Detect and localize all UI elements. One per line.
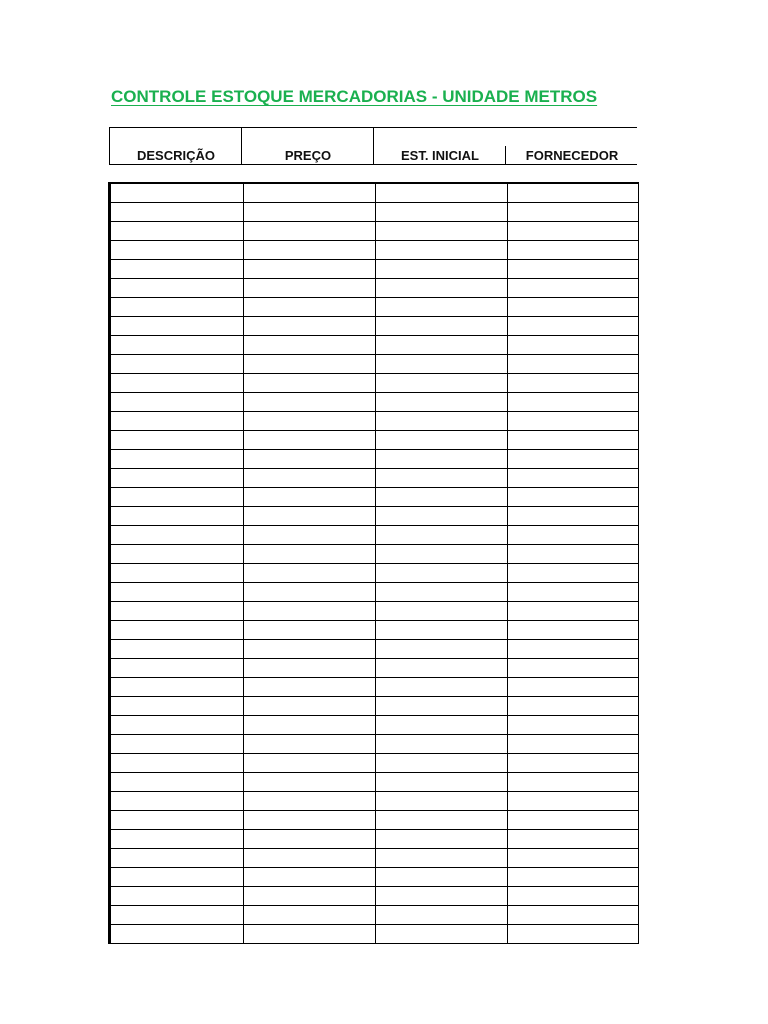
table-cell[interactable] [244, 488, 376, 507]
table-cell[interactable] [244, 887, 376, 906]
table-cell[interactable] [244, 183, 376, 203]
table-cell[interactable] [376, 716, 508, 735]
table-cell[interactable] [508, 564, 639, 583]
table-row [110, 374, 639, 393]
table-cell[interactable] [244, 602, 376, 621]
table-cell[interactable] [244, 374, 376, 393]
table-row [110, 393, 639, 412]
table-cell[interactable] [244, 317, 376, 336]
table-cell[interactable] [110, 621, 244, 640]
table-cell[interactable] [508, 412, 639, 431]
table-cell[interactable] [110, 393, 244, 412]
table-cell[interactable] [376, 678, 508, 697]
table-cell[interactable] [376, 887, 508, 906]
table-cell[interactable] [110, 336, 244, 355]
stock-table [108, 182, 639, 944]
table-cell[interactable] [244, 773, 376, 792]
table-cell[interactable] [244, 925, 376, 944]
table-cell[interactable] [376, 431, 508, 450]
table-row [110, 431, 639, 450]
table-cell[interactable] [508, 621, 639, 640]
table-cell[interactable] [244, 868, 376, 887]
table-cell[interactable] [508, 469, 639, 488]
table-cell[interactable] [508, 640, 639, 659]
table-cell[interactable] [110, 906, 244, 925]
table-row [110, 697, 639, 716]
table-cell[interactable] [244, 564, 376, 583]
table-cell[interactable] [110, 355, 244, 374]
table-cell[interactable] [376, 526, 508, 545]
table-cell[interactable] [110, 545, 244, 564]
table-cell[interactable] [244, 469, 376, 488]
table-row [110, 317, 639, 336]
table-cell[interactable] [376, 640, 508, 659]
table-cell[interactable] [244, 431, 376, 450]
table-row [110, 868, 639, 887]
table-cell[interactable] [244, 659, 376, 678]
table-cell[interactable] [110, 469, 244, 488]
table-cell[interactable] [110, 412, 244, 431]
column-header-preco: PREÇO [284, 148, 332, 163]
table-cell[interactable] [244, 545, 376, 564]
table-cell[interactable] [508, 754, 639, 773]
table-row [110, 830, 639, 849]
table-cell[interactable] [508, 526, 639, 545]
table-row [110, 811, 639, 830]
table-cell[interactable] [376, 412, 508, 431]
table-cell[interactable] [376, 697, 508, 716]
table-cell[interactable] [508, 222, 639, 241]
table-cell[interactable] [376, 602, 508, 621]
table-cell[interactable] [508, 355, 639, 374]
table-cell[interactable] [508, 450, 639, 469]
table-row [110, 583, 639, 602]
table-cell[interactable] [508, 602, 639, 621]
table-cell[interactable] [376, 754, 508, 773]
table-cell[interactable] [508, 336, 639, 355]
table-cell[interactable] [244, 621, 376, 640]
table-cell[interactable] [508, 279, 639, 298]
table-row [110, 488, 639, 507]
table-cell[interactable] [376, 564, 508, 583]
table-cell[interactable] [244, 279, 376, 298]
table-cell[interactable] [110, 488, 244, 507]
table-cell[interactable] [110, 811, 244, 830]
table-cell[interactable] [244, 792, 376, 811]
table-cell[interactable] [110, 564, 244, 583]
table-cell[interactable] [110, 773, 244, 792]
table-cell[interactable] [376, 222, 508, 241]
table-row [110, 222, 639, 241]
table-cell[interactable] [508, 545, 639, 564]
table-row [110, 754, 639, 773]
table-cell[interactable] [508, 716, 639, 735]
table-cell[interactable] [508, 374, 639, 393]
table-cell[interactable] [376, 279, 508, 298]
table-cell[interactable] [244, 716, 376, 735]
table-row [110, 183, 639, 203]
table-row [110, 849, 639, 868]
table-cell[interactable] [244, 222, 376, 241]
table-cell[interactable] [244, 203, 376, 222]
table-cell[interactable] [110, 640, 244, 659]
table-cell[interactable] [376, 659, 508, 678]
table-cell[interactable] [508, 678, 639, 697]
table-cell[interactable] [110, 849, 244, 868]
table-row [110, 469, 639, 488]
table-cell[interactable] [110, 735, 244, 754]
table-cell[interactable] [244, 336, 376, 355]
table-cell[interactable] [110, 697, 244, 716]
table-cell[interactable] [376, 241, 508, 260]
table-cell[interactable] [376, 830, 508, 849]
table-cell[interactable] [376, 260, 508, 279]
table-row [110, 336, 639, 355]
table-row [110, 545, 639, 564]
table-cell[interactable] [244, 754, 376, 773]
table-cell[interactable] [508, 925, 639, 944]
table-cell[interactable] [244, 811, 376, 830]
table-cell[interactable] [244, 678, 376, 697]
table-cell[interactable] [376, 925, 508, 944]
table-cell[interactable] [376, 868, 508, 887]
table-cell[interactable] [244, 640, 376, 659]
table-cell[interactable] [376, 735, 508, 754]
table-row [110, 412, 639, 431]
table-cell[interactable] [110, 925, 244, 944]
table-row [110, 298, 639, 317]
table-cell[interactable] [110, 183, 244, 203]
table-row [110, 602, 639, 621]
table-row [110, 887, 639, 906]
table-cell[interactable] [244, 526, 376, 545]
table-cell[interactable] [508, 906, 639, 925]
table-cell[interactable] [244, 830, 376, 849]
table-cell[interactable] [110, 678, 244, 697]
table-cell[interactable] [244, 450, 376, 469]
table-cell[interactable] [376, 336, 508, 355]
table-row [110, 773, 639, 792]
table-cell[interactable] [110, 526, 244, 545]
table-cell[interactable] [244, 507, 376, 526]
table-cell[interactable] [508, 697, 639, 716]
table-cell[interactable] [244, 849, 376, 868]
table-cell[interactable] [376, 773, 508, 792]
table-cell[interactable] [508, 792, 639, 811]
table-row [110, 792, 639, 811]
table-cell[interactable] [376, 507, 508, 526]
table-cell[interactable] [376, 621, 508, 640]
table-cell[interactable] [508, 431, 639, 450]
table-cell[interactable] [244, 298, 376, 317]
table-cell[interactable] [376, 811, 508, 830]
table-cell[interactable] [110, 317, 244, 336]
table-cell[interactable] [508, 203, 639, 222]
table-row [110, 925, 639, 944]
table-cell[interactable] [110, 298, 244, 317]
table-cell[interactable] [110, 203, 244, 222]
table-cell[interactable] [110, 431, 244, 450]
table-cell[interactable] [508, 849, 639, 868]
table-row [110, 507, 639, 526]
table-row [110, 526, 639, 545]
table-cell[interactable] [376, 355, 508, 374]
table-row [110, 716, 639, 735]
table-cell[interactable] [508, 393, 639, 412]
table-row [110, 906, 639, 925]
table-cell[interactable] [376, 792, 508, 811]
table-row [110, 678, 639, 697]
table-row [110, 355, 639, 374]
table-cell[interactable] [110, 222, 244, 241]
table-cell[interactable] [244, 393, 376, 412]
table-cell[interactable] [376, 298, 508, 317]
table-cell[interactable] [508, 583, 639, 602]
table-cell[interactable] [110, 659, 244, 678]
table-row [110, 260, 639, 279]
column-header-est-inicial: EST. INICIAL [400, 148, 479, 163]
table-cell[interactable] [110, 260, 244, 279]
table-cell[interactable] [110, 602, 244, 621]
table-row [110, 450, 639, 469]
table-cell[interactable] [376, 583, 508, 602]
table-cell[interactable] [244, 260, 376, 279]
page-title: CONTROLE ESTOQUE MERCADORIAS - UNIDADE METROS [111, 87, 598, 106]
table-header [109, 127, 637, 165]
table-row [110, 279, 639, 298]
table-cell[interactable] [110, 830, 244, 849]
table-cell[interactable] [508, 773, 639, 792]
column-header-fornecedor: FORNECEDOR [525, 148, 619, 163]
table-cell[interactable] [376, 393, 508, 412]
table-cell[interactable] [508, 887, 639, 906]
table-cell[interactable] [376, 317, 508, 336]
table-cell[interactable] [244, 241, 376, 260]
table-cell[interactable] [508, 659, 639, 678]
table-cell[interactable] [110, 450, 244, 469]
table-cell[interactable] [110, 868, 244, 887]
table-cell[interactable] [376, 545, 508, 564]
table-cell[interactable] [508, 298, 639, 317]
table-row [110, 564, 639, 583]
table-cell[interactable] [508, 830, 639, 849]
table-cell[interactable] [376, 450, 508, 469]
table-cell[interactable] [508, 317, 639, 336]
table-cell[interactable] [110, 887, 244, 906]
table-row [110, 241, 639, 260]
table-cell[interactable] [508, 507, 639, 526]
table-cell[interactable] [508, 735, 639, 754]
table-row [110, 659, 639, 678]
column-header-descricao: DESCRIÇÃO [136, 148, 215, 163]
table-row [110, 621, 639, 640]
table-row [110, 640, 639, 659]
table-cell[interactable] [508, 488, 639, 507]
table-cell[interactable] [508, 241, 639, 260]
table-cell[interactable] [244, 355, 376, 374]
table-cell[interactable] [376, 488, 508, 507]
table-cell[interactable] [244, 412, 376, 431]
table-cell[interactable] [376, 374, 508, 393]
table-cell[interactable] [508, 183, 639, 203]
stock-table-body [110, 183, 639, 944]
table-cell[interactable] [244, 583, 376, 602]
table-cell[interactable] [110, 279, 244, 298]
table-cell[interactable] [110, 716, 244, 735]
table-cell[interactable] [110, 241, 244, 260]
table-cell[interactable] [244, 906, 376, 925]
table-cell[interactable] [376, 906, 508, 925]
table-cell[interactable] [244, 735, 376, 754]
table-cell[interactable] [508, 260, 639, 279]
table-cell[interactable] [376, 469, 508, 488]
table-cell[interactable] [376, 203, 508, 222]
table-cell[interactable] [110, 754, 244, 773]
table-cell[interactable] [110, 507, 244, 526]
table-row [110, 735, 639, 754]
table-cell[interactable] [508, 811, 639, 830]
table-cell[interactable] [110, 792, 244, 811]
table-cell[interactable] [376, 849, 508, 868]
table-cell[interactable] [376, 183, 508, 203]
table-row [110, 203, 639, 222]
table-cell[interactable] [244, 697, 376, 716]
table-cell[interactable] [110, 374, 244, 393]
table-cell[interactable] [110, 583, 244, 602]
table-cell[interactable] [508, 868, 639, 887]
